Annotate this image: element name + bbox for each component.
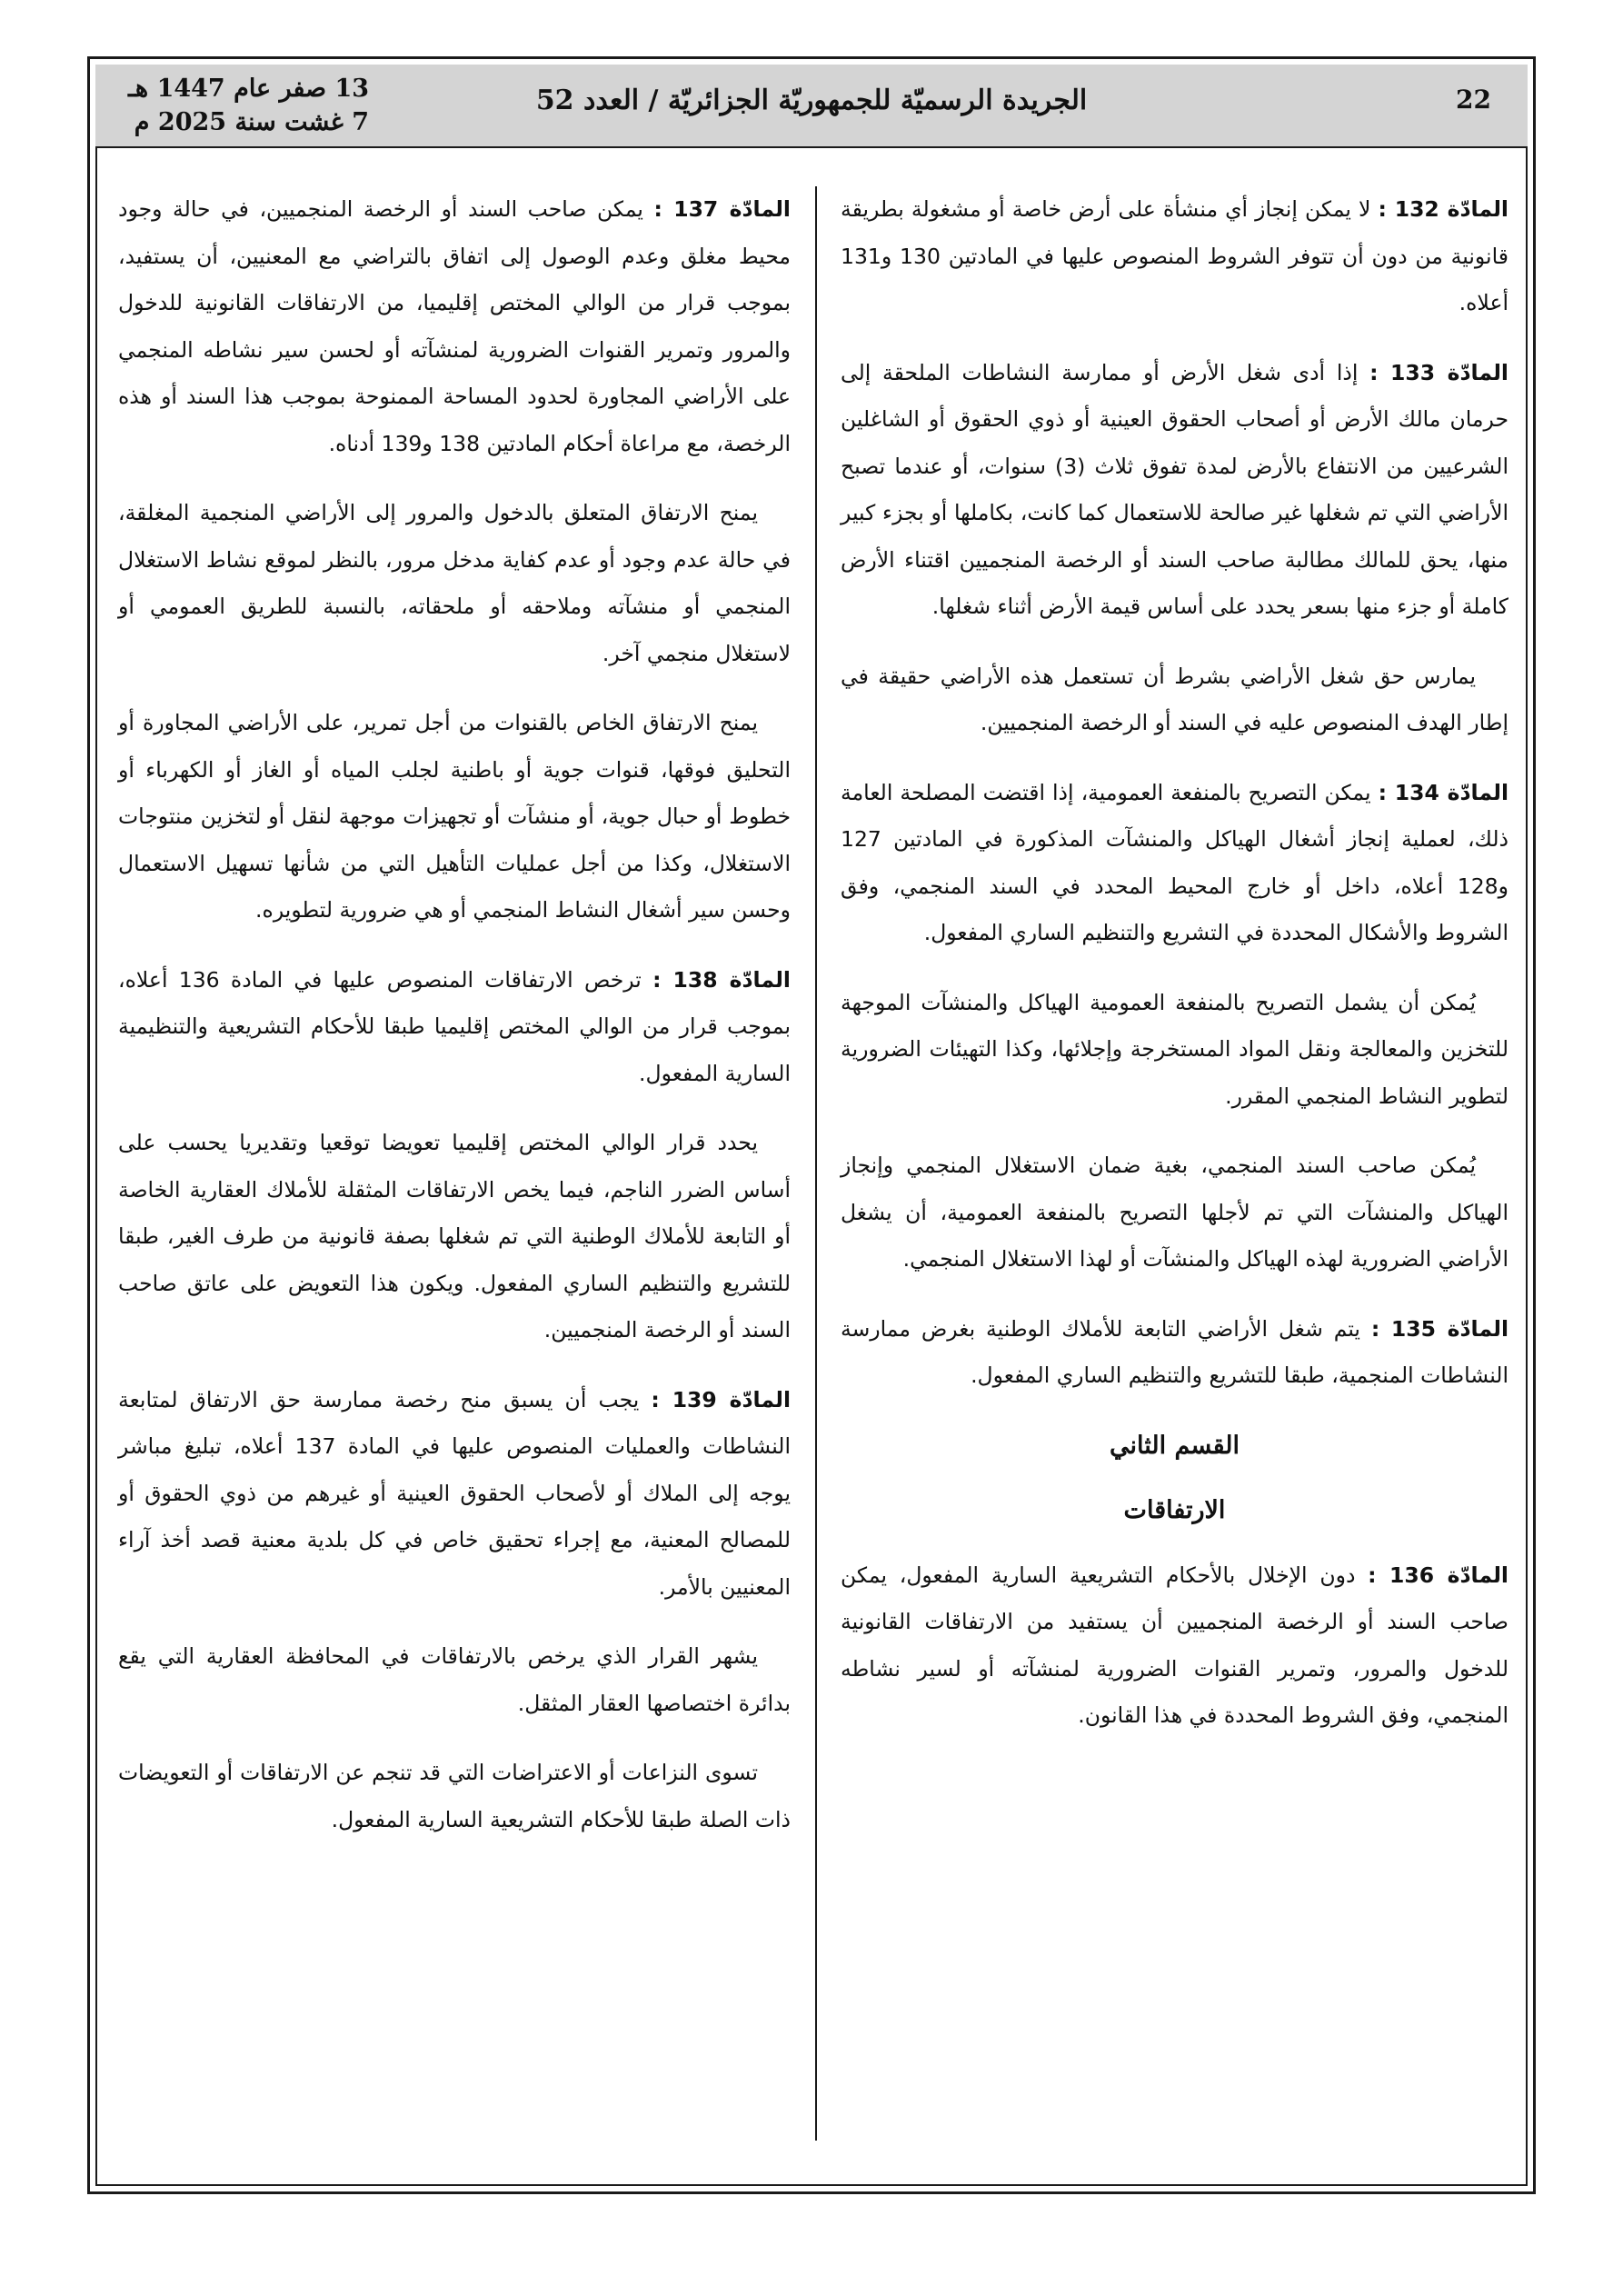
paragraph xyxy=(118,1120,791,1354)
paragraph xyxy=(118,1750,791,1843)
article-139 xyxy=(118,1377,791,1612)
article-text: يمكن صاحب السند أو الرخصة المنجميين، في حالة وجود محيط مغلق وعدم الوصول إلى اتفاق بالتراضي مع المعنيين، أن يستفيد، بموجب قرار من الوالي المختص إقليميا، من الارتفاقات القانونية للدخول والمرور وتمرير القنوات الضرورية لمنشآته أو لحسن سير نشاطه المنجمي على الأراضي المجاورة لحدود المساحة الممنوحة بموجب هذا السند أو هذه الرخصة، مع مراعاة أحكام المادتين 138 و139 أدناه. xyxy=(118,196,791,456)
article-134 xyxy=(841,770,1508,957)
article-text: دون الإخلال بالأحكام التشريعية السارية المفعول، يمكن صاحب السند أو الرخصة المنجميين أن يستفيد من الارتفاقات القانونية للدخول والمرور، وتمرير القنوات الضرورية لمنشآته أو لسير نشاطه المنجمي، وفق الشروط المحددة في هذا القانون. xyxy=(841,1562,1508,1728)
paragraph-text: يمنح الارتفاق الخاص بالقنوات من أجل تمرير، على الأراضي المجاورة أو التحليق فوقها، قنوات جوية أو باطنية لجلب المياه أو الغاز أو الكهرباء أو خطوط أو حبال جوية، أو منشآت أو تجهيزات موجهة لنقل أو لتخزين منتوجات الاستغلال، وكذا من أجل عمليات التأهيل التي من شأنها تسهيل الاستعمال وحسن سير أشغال النشاط المنجمي أو هي ضرورية لتطويره. xyxy=(118,710,791,923)
date-hijri: 13 صفر عام 1447 هـ xyxy=(128,75,370,103)
section-title: القسم الثاني xyxy=(1110,1431,1240,1460)
article-label: المادّة 138 : xyxy=(652,966,791,993)
article-text: يجب أن يسبق منح رخصة ممارسة حق الارتفاق لمتابعة النشاطات والعمليات المنصوص عليها في المادة 137 أعلاه، تبليغ مباشر يوجه إلى الملاك أو لأصحاب الحقوق العينية أو غيرهم من ذوي الحقوق أو للمصالح المعنية، مع إجراء تحقيق خاص في كل بلدية معنية قصد أخذ آراء المعنيين بالأمر. xyxy=(118,1386,791,1600)
article-138 xyxy=(118,957,791,1098)
paragraph xyxy=(841,980,1508,1121)
article-label: المادّة 136 : xyxy=(1368,1562,1508,1588)
paragraph xyxy=(118,490,791,677)
article-133 xyxy=(841,350,1508,631)
article-text: إذا أدى شغل الأرض أو ممارسة النشاطات الملحقة إلى حرمان مالك الأرض أو أصحاب الحقوق العينية أو ذوي الحقوق أو الشاغلين الشرعيين من الانتفاع بالأرض لمدة تفوق ثلاث (3) سنوات، أو عندما تصبح الأراضي التي تم شغلها غير صالحة للاستعمال كما كانت، بكاملها أو بجزء كبير منها، يحق للمالك مطالبة صاحب السند أو الرخصة المنجميين اقتناء الأرض كاملة أو جزء منها بسعر يحدد على أساس قيمة الأرض أثناء شغلها. xyxy=(841,359,1508,619)
paragraph-text: يمنح الارتفاق المتعلق بالدخول والمرور إلى الأراضي المنجمية المغلقة، في حالة عدم وجود أو عدم كفاية مدخل مرور، بالنظر لموقع نشاط الاستغلال المنجمي أو منشآته وملاحقه أو ملحقاته، بالنسبة للطريق العمومي أو لاستغلال منجمي آخر. xyxy=(118,500,791,666)
journal-title: الجريدة الرسميّة للجمهوريّة الجزائريّة / العدد 52 xyxy=(535,85,1088,116)
date-gregorian: 7 غشت سنة 2025 م xyxy=(134,108,370,136)
paragraph-text: يشهر القرار الذي يرخص بالارتفاقات في المحافظة العقارية التي يقع بدائرة اختصاصها العقار المثقل. xyxy=(118,1643,791,1716)
column-divider xyxy=(815,186,817,2141)
right-column xyxy=(841,186,1508,1762)
paragraph-text: يحدد قرار الوالي المختص إقليميا تعويضا توقعيا وتقديريا يحسب على أساس الضرر الناجم، فيما يخص الارتفاقات المثقلة للأملاك العقارية الخاصة أو التابعة للأملاك الوطنية التي تم شغلها بصفة قانونية من طرف الغير، طبقا للتشريع والتنظيم الساري المفعول. ويكون هذا التعويض على عاتق صاحب السند أو الرخصة المنجميين. xyxy=(118,1130,791,1343)
paragraph-text: تسوى النزاعات أو الاعتراضات التي قد تنجم عن الارتفاقات أو التعويضات ذات الصلة طبقا للأحكام التشريعية السارية المفعول. xyxy=(118,1760,791,1832)
paragraph xyxy=(118,1633,791,1727)
article-label: المادّة 134 : xyxy=(1378,779,1508,805)
article-135 xyxy=(841,1306,1508,1400)
left-column xyxy=(118,186,791,1866)
paragraph-text: يُمكن أن يشمل التصريح بالمنفعة العمومية الهياكل والمنشآت الموجهة للتخزين والمعالجة ونقل المواد المستخرجة وإجلائها، وكذا التهيئات الضرورية لتطوير النشاط المنجمي المقرر. xyxy=(841,989,1508,1109)
article-label: المادّة 133 : xyxy=(1369,359,1508,385)
article-text: لا يمكن إنجاز أي منشأة على أرض خاصة أو مشغولة بطريقة قانونية من دون أن تتوفر الشروط المنصوص عليها في المادتين 130 و131 أعلاه. xyxy=(841,196,1508,315)
paragraph xyxy=(841,654,1508,747)
paragraph xyxy=(841,1143,1508,1283)
article-label: المادّة 139 : xyxy=(651,1386,791,1413)
paragraph-text: يمارس حق شغل الأراضي بشرط أن تستعمل هذه الأراضي حقيقة في إطار الهدف المنصوص عليه في السند أو الرخصة المنجميين. xyxy=(841,663,1508,735)
article-text: يتم شغل الأراضي التابعة للأملاك الوطنية بغرض ممارسة النشاطات المنجمية، طبقا للتشريع والتنظيم الساري المفعول. xyxy=(841,1315,1508,1388)
page-header xyxy=(95,65,1528,148)
article-137 xyxy=(118,186,791,467)
paragraph xyxy=(118,700,791,934)
paragraph-text: يُمكن صاحب السند المنجمي، بغية ضمان الاستغلال المنجمي وإنجاز الهياكل والمنشآت التي تم لأجلها التصريح بالمنفعة العمومية، أن يشغل الأراضي الضرورية لهذه الهياكل والمنشآت أو لهذا الاستغلال المنجمي. xyxy=(841,1153,1508,1272)
article-label: المادّة 137 : xyxy=(653,196,791,222)
article-136 xyxy=(841,1552,1508,1740)
article-132 xyxy=(841,186,1508,327)
page-number: 22 xyxy=(1456,85,1491,115)
article-label: المادّة 135 : xyxy=(1370,1315,1508,1342)
section-subtitle: الارتفاقات xyxy=(1123,1496,1226,1524)
article-text: ترخص الارتفاقات المنصوص عليها في المادة 136 أعلاه، بموجب قرار من الوالي المختص إقليميا طبقا للأحكام التشريعية والتنظيمية السارية المفعول. xyxy=(118,966,791,1086)
article-label: المادّة 132 : xyxy=(1378,196,1508,222)
issue-date xyxy=(128,72,369,139)
article-text: يمكن التصريح بالمنفعة العمومية، إذا اقتضت المصلحة العامة ذلك، لعملية إنجاز أشغال الهياكل والمنشآت المذكورة في المادتين 127 و128 أعلاه، داخل أو خارج المحيط المحدد في السند المنجمي، وفق الشروط والأشكال المحددة في التشريع والتنظيم الساري المفعول. xyxy=(841,779,1508,945)
